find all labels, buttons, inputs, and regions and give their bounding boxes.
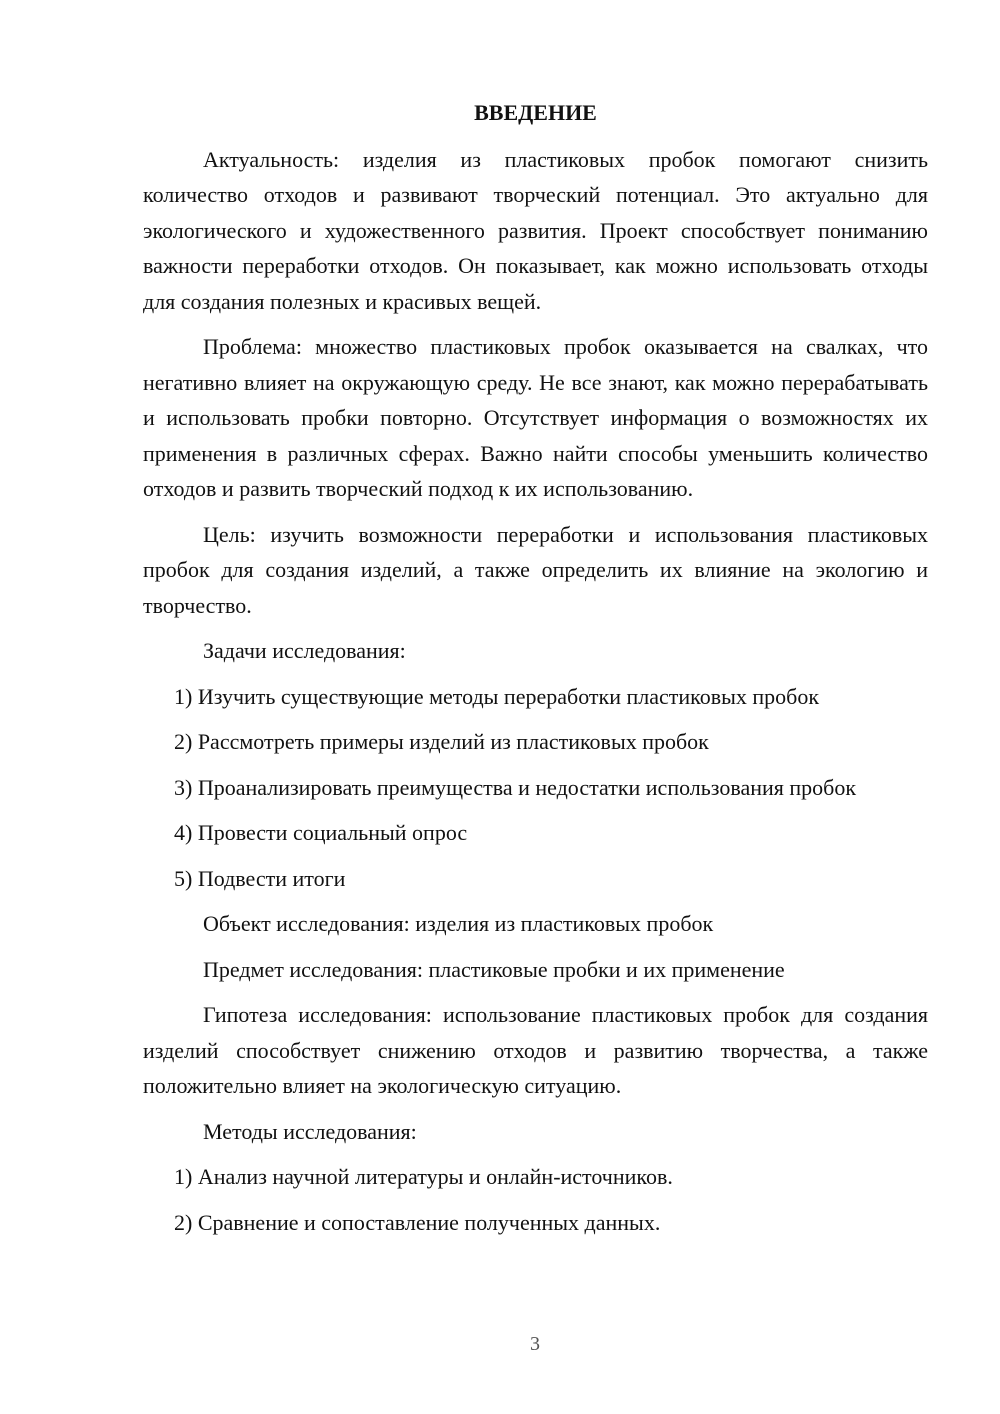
methods-heading: Методы исследования:: [203, 1118, 417, 1144]
relevance-paragraph: Актуальность: изделия из пластиковых пробок помогают снизить количество отходов и развивают творческий потенциал. Это актуально для экологического и художественного развития. Проект способствует пониманию важности переработки отходов. Он показывает, как можно использовать отходы для создания полезных и красивых вещей.: [143, 146, 928, 314]
task-item-4: 4) Провести социальный опрос: [174, 820, 468, 845]
hypothesis-paragraph: Гипотеза исследования: использование пластиковых пробок для создания изделий способствует снижению отходов и развитию творчества, а также положительно влияет на экологическую ситуацию.: [143, 1002, 928, 1098]
method-item-1: 1) Анализ научной литературы и онлайн-источников.: [174, 1164, 673, 1189]
task-item-1: 1) Изучить существующие методы переработки пластиковых пробок: [174, 683, 820, 709]
problem-paragraph: Проблема: множество пластиковых пробок оказывается на свалках, что негативно влияет на окружающую среду. Не все знают, как можно перерабатывать и использовать пробки повторно. Отсутствует информация о возможностях их применения в различных сферах. Важно найти способы уменьшить количество отходов и развить творческий подход к их использованию.: [143, 334, 928, 501]
task-item-2: 2) Рассмотреть примеры изделий из пластиковых пробок: [174, 729, 709, 754]
section-title: ВВЕДЕНИЕ: [474, 100, 597, 125]
task-item-3: 3) Проанализировать преимущества и недостатки использования пробок: [174, 774, 857, 800]
object-line: Объект исследования: изделия из пластиковых пробок: [203, 911, 714, 936]
task-item-5: 5) Подвести итоги: [174, 865, 346, 891]
subject-line: Предмет исследования: пластиковые пробки и их применение: [203, 956, 785, 982]
page-number: 3: [530, 1333, 540, 1355]
tasks-heading: Задачи исследования:: [203, 638, 406, 663]
method-item-2: 2) Сравнение и сопоставление полученных данных.: [174, 1209, 661, 1235]
document-page: [143, 95, 928, 1250]
goal-paragraph: Цель: изучить возможности переработки и использования пластиковых пробок для создания изделий, а также определить их влияние на экологию и творчество.: [143, 521, 928, 618]
